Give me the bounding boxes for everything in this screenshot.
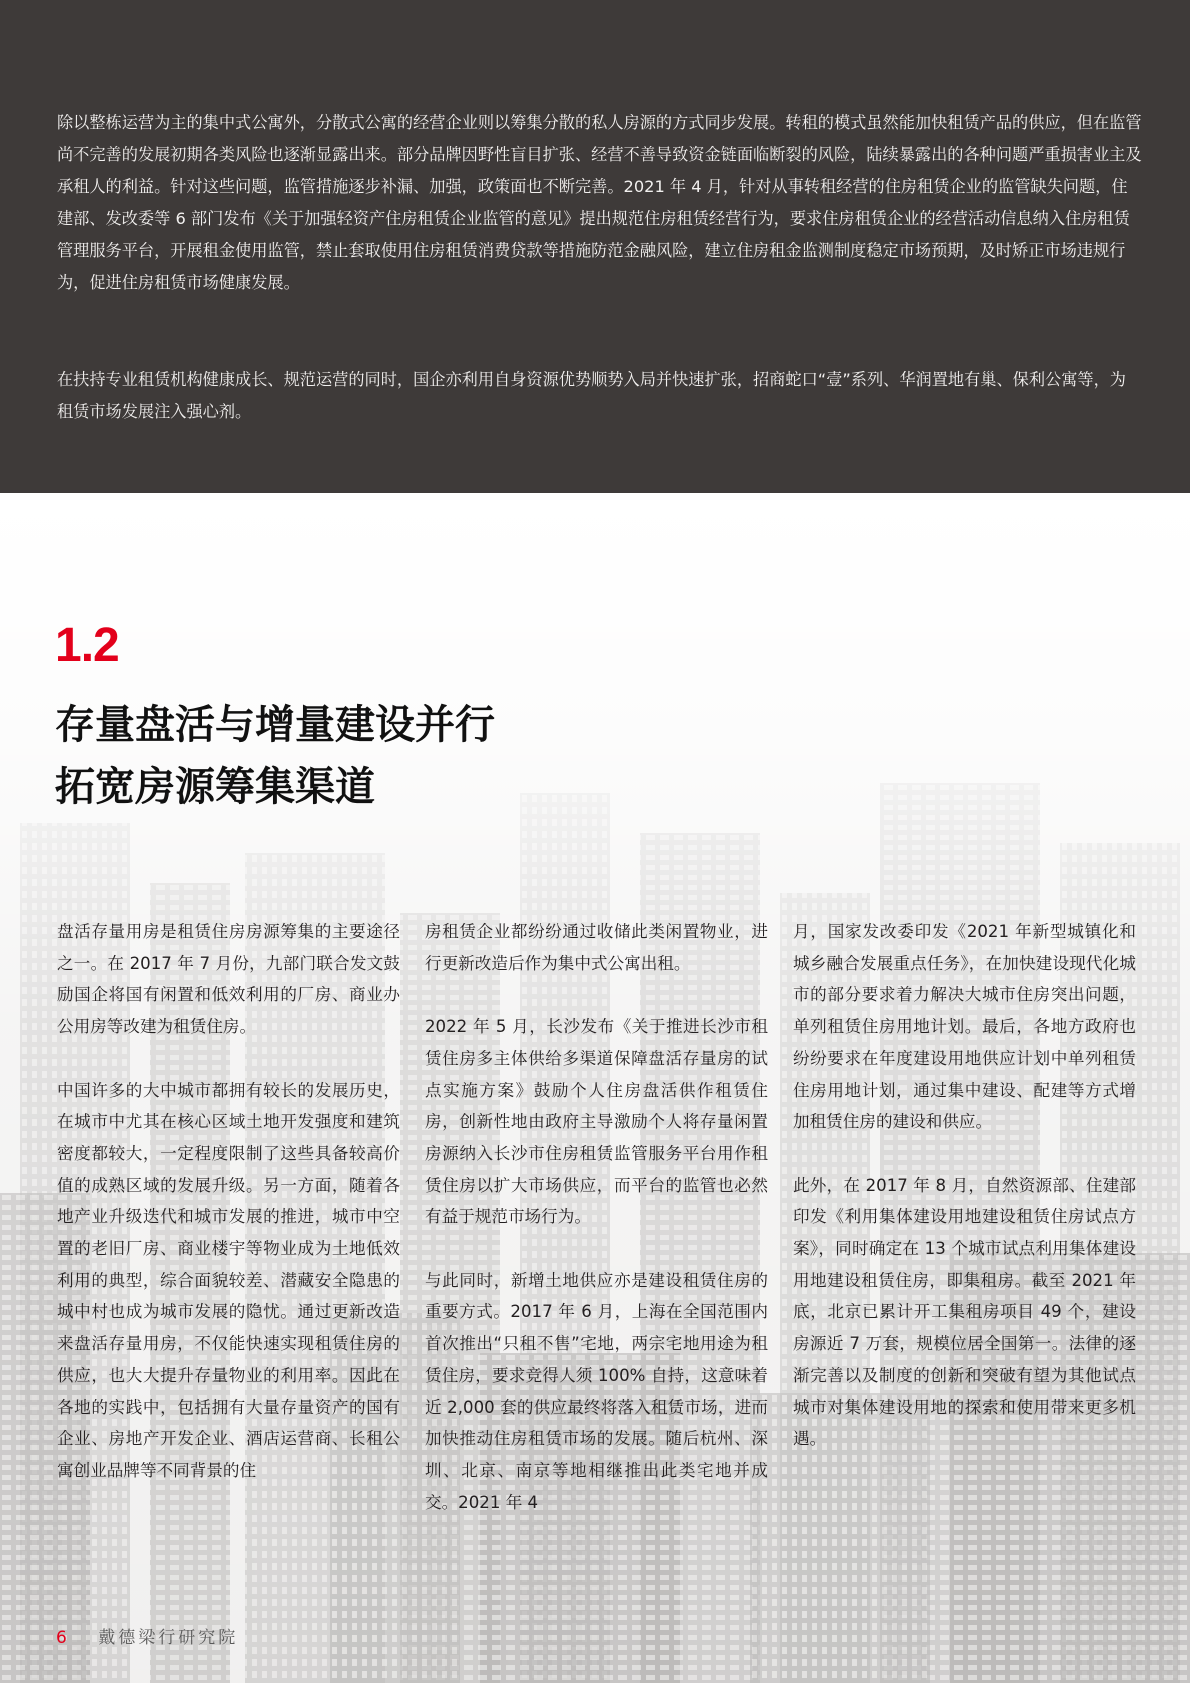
body-paragraph: 月，国家发改委印发《2021 年新型城镇化和城乡融合发展重点任务》，在加快建设现代化城市的部分要求着力解决大城市住房突出问题，单列租赁住房用地计划。最后，各地方政府也纷纷要求在年度建设用地供应计划中单列租赁住房用地计划，通过集中建设、配建等方式增加租赁住房的建设和供应。 <box>793 922 1136 1132</box>
intro-band <box>0 0 1190 493</box>
publisher-name: 戴德梁行研究院 <box>98 1628 239 1648</box>
intro-paragraph: 在扶持专业租赁机构健康成长、规范运营的同时，国企亦利用自身资源优势顺势入局并快速扩张，招商蛇口“壹”系列、华润置地有巢、保利公寓等，为租赁市场发展注入强心剂。 <box>57 370 1126 421</box>
body-paragraph: 2022 年 5 月，长沙发布《关于推进长沙市租赁住房多主体供给多渠道保障盘活存量房的试点实施方案》鼓励个人住房盘活供作租赁住房，创新性地由政府主导激励个人将存量闲置房源纳入长沙市住房租赁监管服务平台用作租赁住房以扩大市场供应，而平台的监管也必然有益于规范市场行为。 <box>425 1017 768 1227</box>
body-column-3 <box>793 916 1136 1455</box>
section-title-line: 拓宽房源筹集渠道 <box>55 764 375 810</box>
section-title-line: 存量盘活与增量建设并行 <box>55 702 495 748</box>
section-number: 1.2 <box>55 619 119 672</box>
section-title <box>55 694 495 818</box>
page-footer <box>56 1626 238 1650</box>
body-column-2 <box>425 916 768 1518</box>
body-paragraph: 盘活存量用房是租赁住房房源筹集的主要途径之一。在 2017 年 7 月份，九部门联合发文鼓励国企将国有闲置和低效利用的厂房、商业办公用房等改建为租赁住房。 <box>57 922 400 1037</box>
body-column-1 <box>57 916 400 1487</box>
body-paragraph: 房租赁企业都纷纷通过收储此类闲置物业，进行更新改造后作为集中式公寓出租。 <box>425 922 768 973</box>
body-paragraph: 中国许多的大中城市都拥有较长的发展历史，在城市中尤其在核心区域土地开发强度和建筑密度都较大，一定程度限制了这些具备较高价值的成熟区域的发展升级。另一方面，随着各地产业升级迭代和城市发展的推进，城市中空置的老旧厂房、商业楼宇等物业成为土地低效利用的典型，综合面貌较差、潜藏安全隐患的城中村也成为城市发展的隐忧。通过更新改造来盘活存量用房，不仅能快速实现租赁住房的供应，也大大提升存量物业的利用率。因此在各地的实践中，包括拥有大量存量资产的国有企业、房地产开发企业、酒店运营商、长租公寓创业品牌等不同背景的住 <box>57 1080 400 1480</box>
body-paragraph: 此外，在 2017 年 8 月，自然资源部、住建部印发《利用集体建设用地建设租赁住房试点方案》，同时确定在 13 个城市试点利用集体建设用地建设租赁住房，即集租房。截至 2021 年底，北京已累计开工集租房项目 49 个，建设房源近 7 万套，规模位居全国第一。法律的逐渐完善以及制度的创新和突破有望为其他试点城市对集体建设用地的探索和使用带来更多机遇。 <box>793 1175 1136 1449</box>
intro-paragraph: 除以整栋运营为主的集中式公寓外，分散式公寓的经营企业则以筹集分散的私人房源的方式同步发展。转租的模式虽然能加快租赁产品的供应，但在监管尚不完善的发展初期各类风险也逐渐显露出来。部分品牌因野性盲目扩张、经营不善导致资金链面临断裂的风险，陆续暴露出的各种问题严重损害业主及承租人的利益。针对这些问题，监管措施逐步补漏、加强，政策面也不断完善。2021 年 4 月，针对从事转租经营的住房租赁企业的监管缺失问题，住建部、发改委等 6 部门发布《关于加强轻资产住房租赁企业监管的意见》提出规范住房租赁经营行为，要求住房租赁企业的经营活动信息纳入住房租赁管理服务平台，开展租金使用监管，禁止套取使用住房租赁消费贷款等措施防范金融风险，建立住房租金监测制度稳定市场预期，及时矫正市场违规行为，促进住房租赁市场健康发展。 <box>57 113 1142 292</box>
body-paragraph: 与此同时，新增土地供应亦是建设租赁住房的重要方式。2017 年 6 月，上海在全国范围内首次推出“只租不售”宅地，两宗宅地用途为租赁住房，要求竞得人须 100% 自持，这意味着近 2,000 套的供应最终将落入租赁市场，进而加快推动住房租赁市场的发展。随后杭州、深圳、北京、南京等地相继推出此类宅地并成交。2021 年 4 <box>425 1270 768 1512</box>
page-number: 6 <box>56 1628 67 1648</box>
